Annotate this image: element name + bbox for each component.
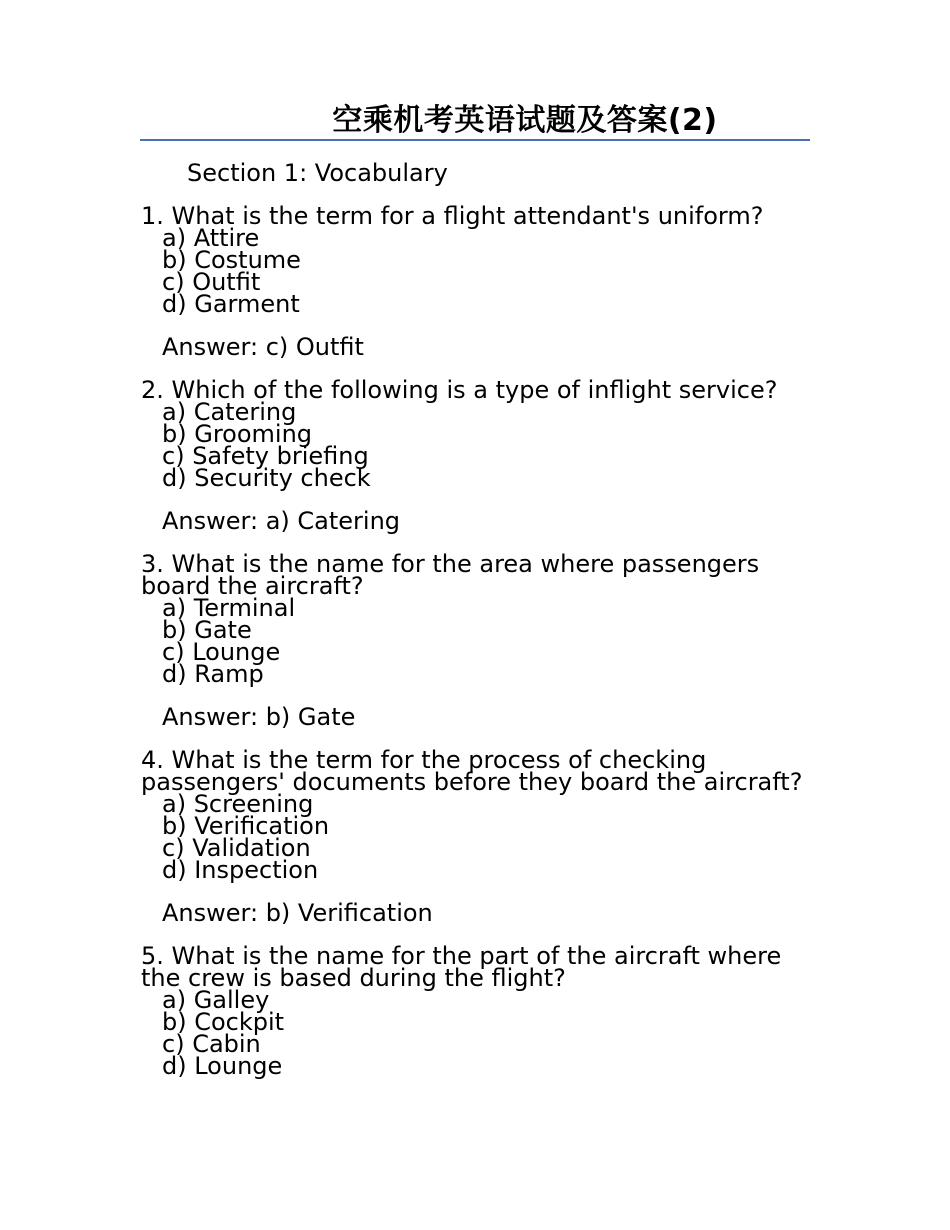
question-text: 5. What is the name for the part of the aircraft where [141,942,782,970]
option-d: d) Security check [162,464,371,492]
option-a: a) Galley [162,986,270,1014]
option-b: b) Cockpit [162,1008,285,1036]
option-d: d) Lounge [162,1052,283,1080]
question-block [141,942,821,1080]
question-text: 3. What is the name for the area where passengers [141,550,760,578]
option-a: a) Attire [162,224,260,252]
question-text: 4. What is the term for the process of checking [141,746,707,774]
option-c: c) Lounge [162,638,281,666]
option-b: b) Costume [162,246,301,274]
question-text: 2. Which of the following is a type of inflight service? [141,376,778,404]
question-text-continued: the crew is based during the flight? [141,964,566,992]
question-text-continued: board the aircraft? [141,572,364,600]
question-block [141,746,821,928]
question-block [141,376,821,536]
question-text: 1. What is the term for a flight attendant's uniform? [141,202,764,230]
option-c: c) Outfit [162,268,261,296]
option-c: c) Safety briefing [162,442,369,470]
answer-text: Answer: b) Gate [162,703,356,731]
title-underline [140,139,810,141]
question-text-continued: passengers' documents before they board the aircraft? [141,768,803,796]
answer-text: Answer: a) Catering [162,507,401,535]
option-c: c) Cabin [162,1030,261,1058]
question-block [141,202,821,362]
option-a: a) Terminal [162,594,296,622]
option-a: a) Screening [162,790,314,818]
question-block [141,550,821,732]
option-d: d) Inspection [162,856,319,884]
answer-text: Answer: c) Outfit [162,333,364,361]
option-b: b) Verification [162,812,330,840]
section-heading: Section 1: Vocabulary [187,159,448,187]
option-d: d) Ramp [162,660,264,688]
answer-text: Answer: b) Verification [162,899,433,927]
option-b: b) Grooming [162,420,313,448]
option-b: b) Gate [162,616,252,644]
option-d: d) Garment [162,290,300,318]
option-a: a) Catering [162,398,297,426]
option-c: c) Validation [162,834,311,862]
page-title: 空乘机考英语试题及答案(2) [332,103,718,138]
